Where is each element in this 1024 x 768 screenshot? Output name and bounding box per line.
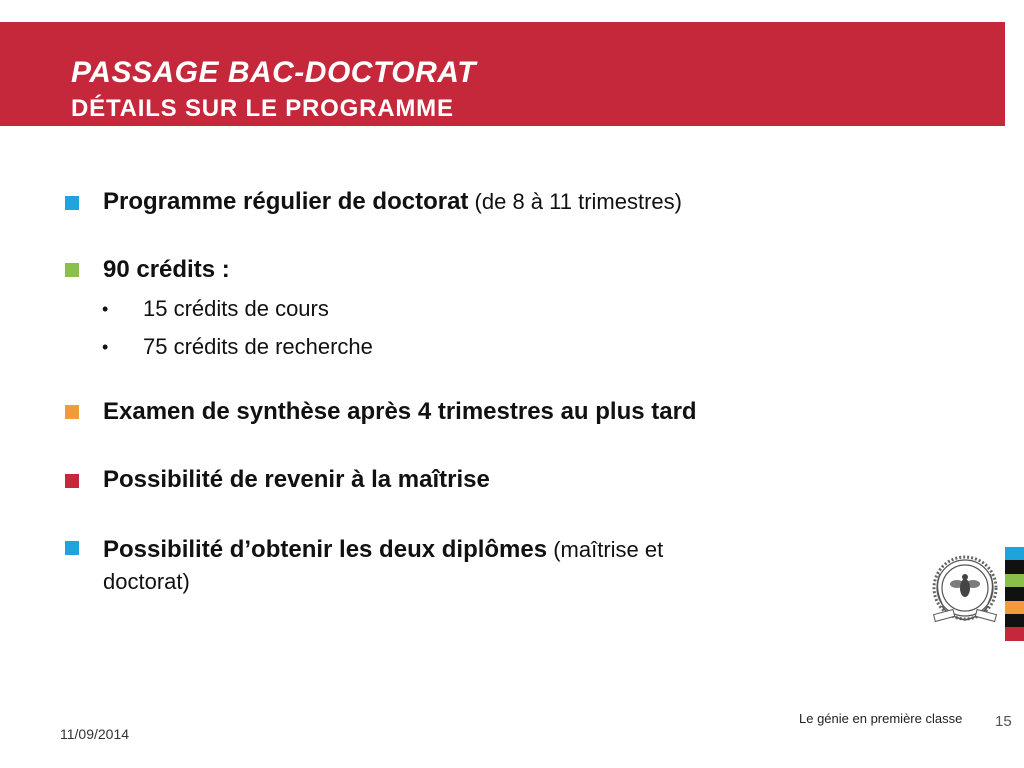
- bullet-square-icon: [65, 405, 79, 419]
- bullet-square-icon: [65, 474, 79, 488]
- bullet-text: [103, 465, 490, 495]
- stripe-black: [1005, 560, 1024, 573]
- stripe-green: [1005, 574, 1024, 587]
- stripe-black: [1005, 614, 1024, 627]
- bullet-square-icon: [65, 196, 79, 210]
- bullet-text: [103, 187, 682, 217]
- sub-bullet-dot: •: [102, 299, 109, 319]
- stripe-blue: [1005, 547, 1024, 560]
- bullet-square-icon: [65, 263, 79, 277]
- bullet-normal: (de 8 à 11 trimestres): [468, 189, 682, 214]
- slide-title: PASSAGE BAC-DOCTORAT: [71, 56, 477, 89]
- sub-bullet-text: 75 crédits de recherche: [143, 334, 373, 359]
- bullet-text: [103, 535, 663, 565]
- bullet-bold: Programme régulier de doctorat: [103, 188, 469, 215]
- stripe-red: [1005, 627, 1024, 640]
- bullet-bold: 90 crédits :: [103, 256, 230, 283]
- bullet-bold: Examen de synthèse après 4 trimestres au plus tard: [103, 398, 697, 425]
- color-stripes: [1005, 547, 1024, 641]
- bullet-text: [103, 255, 230, 285]
- footer-tagline: Le génie en première classe: [799, 711, 963, 726]
- stripe-black: [1005, 587, 1024, 600]
- bullet-text: [103, 397, 697, 427]
- page-number: 15: [995, 713, 1012, 730]
- sub-bullet-text: 15 crédits de cours: [143, 296, 329, 321]
- sub-bullet-dot: •: [102, 337, 109, 357]
- bullet-normal: (maîtrise et: [547, 537, 664, 562]
- bullet-bold: Possibilité d’obtenir les deux diplômes: [103, 536, 548, 563]
- bullet-square-icon: [65, 541, 79, 555]
- footer-date: 11/09/2014: [60, 726, 130, 742]
- stripe-orange: [1005, 601, 1024, 614]
- school-seal-icon: [928, 554, 1002, 628]
- bullet-bold: Possibilité de revenir à la maîtrise: [103, 466, 490, 493]
- bullet-continuation: doctorat): [103, 569, 190, 594]
- slide-subtitle: DÉTAILS SUR LE PROGRAMME: [71, 95, 454, 122]
